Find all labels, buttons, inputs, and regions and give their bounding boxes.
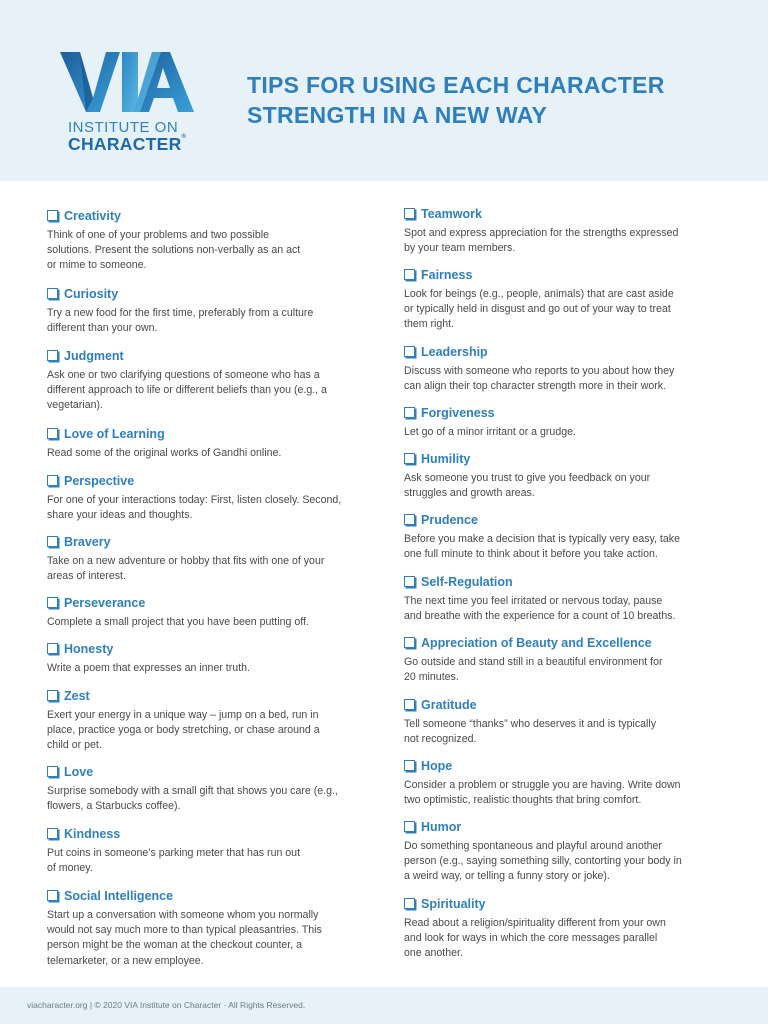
- tip-description: Let go of a minor irritant or a grudge.: [404, 426, 576, 438]
- checkbox-icon: [47, 766, 58, 777]
- registered-mark: ®: [181, 134, 187, 140]
- checkbox-icon: [47, 428, 58, 439]
- tip-title-text: Appreciation of Beauty and Excellence: [421, 636, 652, 650]
- tip-title-text: Curiosity: [64, 287, 119, 301]
- tip-title-text: Humility: [421, 452, 471, 466]
- tip-title: [404, 451, 724, 467]
- checkbox-icon: [404, 760, 415, 771]
- checkbox-icon: [404, 208, 415, 219]
- tip-love: [47, 764, 372, 814]
- tip-title: [47, 426, 372, 442]
- checkbox-icon: [47, 288, 58, 299]
- checkbox-icon: [404, 637, 415, 648]
- tip-description: The next time you feel irritated or nervous today, pause and breathe with the experience for a count of 10 breaths.: [404, 595, 676, 623]
- tip-title: [404, 405, 724, 421]
- checkbox-icon: [404, 346, 415, 357]
- tip-title: [404, 758, 724, 774]
- tip-title: [47, 888, 372, 904]
- tip-description: Read about a religion/spirituality different from your own and look for ways in which the core messages parallel one another.: [404, 917, 666, 960]
- via-logo-mark: [60, 50, 200, 118]
- tip-title: [404, 344, 724, 360]
- tip-honesty: [47, 641, 372, 676]
- tip-title-text: Fairness: [421, 268, 473, 282]
- tip-title: [404, 819, 724, 835]
- tip-hope: [404, 758, 724, 808]
- tip-title: [404, 267, 724, 283]
- tip-title-text: Love of Learning: [64, 427, 165, 441]
- tip-description: Go outside and stand still in a beautiful environment for 20 minutes.: [404, 656, 663, 684]
- checkbox-icon: [47, 475, 58, 486]
- tip-description: Complete a small project that you have been putting off.: [47, 616, 309, 628]
- tip-title-text: Judgment: [64, 349, 124, 363]
- tip-description: Spot and express appreciation for the strengths expressed by your team members.: [404, 227, 679, 255]
- tip-title-text: Social Intelligence: [64, 889, 174, 903]
- tip-title-text: Gratitude: [421, 698, 477, 712]
- tip-title: [47, 595, 372, 611]
- tip-title-text: Creativity: [64, 209, 121, 223]
- tip-title: [47, 826, 372, 842]
- tip-title: [404, 697, 724, 713]
- tip-fairness: [404, 267, 724, 333]
- checkbox-icon: [47, 890, 58, 901]
- tip-description: Tell someone “thanks” who deserves it and is typically not recognized.: [404, 718, 657, 746]
- tip-title: [404, 574, 724, 590]
- checkbox-icon: [47, 350, 58, 361]
- tip-title-text: Forgiveness: [421, 406, 495, 420]
- tip-title: [47, 764, 372, 780]
- tip-description: Write a poem that expresses an inner truth.: [47, 662, 250, 674]
- tip-title: [47, 688, 372, 704]
- tip-title-text: Zest: [64, 689, 90, 703]
- tip-title: [404, 512, 724, 528]
- checkbox-icon: [404, 699, 415, 710]
- tip-description: Do something spontaneous and playful around another person (e.g., saying something silly, contorting your body in a weird way, or telling a funny story or joke).: [404, 840, 682, 883]
- tip-perseverance: [47, 595, 372, 630]
- tip-title-text: Bravery: [64, 535, 111, 549]
- tip-description: For one of your interactions today: First, listen closely. Second, share your ideas and thoughts.: [47, 494, 342, 522]
- tip-title: [404, 635, 724, 651]
- tip-gratitude: [404, 697, 724, 747]
- footer-band: [0, 987, 768, 1024]
- checkbox-icon: [47, 643, 58, 654]
- tip-description: Ask one or two clarifying questions of someone who has a different approach to life or different beliefs than you (e.g., a vegetarian).: [47, 369, 327, 412]
- checkbox-icon: [47, 536, 58, 547]
- tip-curiosity: [47, 286, 372, 336]
- logo-text-institute: INSTITUTE ON: [68, 119, 179, 136]
- checkbox-icon: [404, 514, 415, 525]
- tip-title-text: Love: [64, 765, 94, 779]
- tip-humility: [404, 451, 724, 501]
- tip-appreciation-of-beauty: [404, 635, 724, 685]
- checkbox-icon: [47, 828, 58, 839]
- tip-judgment: [47, 348, 372, 414]
- tip-title: [47, 208, 372, 224]
- checkbox-icon: [47, 597, 58, 608]
- checkbox-icon: [47, 690, 58, 701]
- tip-description: Try a new food for the first time, preferably from a culture different than your own.: [47, 307, 314, 335]
- header-band: [0, 0, 768, 181]
- tip-title-text: Perseverance: [64, 596, 146, 610]
- tip-description: Surprise somebody with a small gift that shows you care (e.g., flowers, a Starbucks coffee).: [47, 785, 338, 813]
- page-title: TIPS FOR USING EACH CHARACTER STRENGTH IN A NEW WAY: [247, 72, 665, 128]
- logo-text-character-word: CHARACTER: [68, 134, 182, 154]
- tip-description: Exert your energy in a unique way – jump on a bed, run in place, practice yoga or body stretching, or chase around a child or pet.: [47, 709, 320, 752]
- tip-forgiveness: [404, 405, 724, 440]
- tip-description: Start up a conversation with someone whom you normally would not say much more to than typical pleasantries. This person might be the woman at the checkout counter, a telemarketer, or a new employee.: [47, 909, 322, 967]
- tip-humor: [404, 819, 724, 885]
- tip-title-text: Self-Regulation: [421, 575, 513, 589]
- tip-kindness: [47, 826, 372, 876]
- tip-self-regulation: [404, 574, 724, 624]
- tip-title: [404, 896, 724, 912]
- checkbox-icon: [404, 453, 415, 464]
- tip-description: Take on a new adventure or hobby that fits with one of your areas of interest.: [47, 555, 325, 583]
- tip-title-text: Leadership: [421, 345, 488, 359]
- tip-teamwork: [404, 206, 724, 256]
- logo-text-character: [68, 134, 186, 155]
- tip-title: [47, 534, 372, 550]
- checkbox-icon: [404, 407, 415, 418]
- tip-description: Discuss with someone who reports to you about how they can align their top character strength more in their work.: [404, 365, 675, 393]
- tip-zest: [47, 688, 372, 754]
- tip-perspective: [47, 473, 372, 523]
- tip-title-text: Humor: [421, 820, 462, 834]
- checkbox-icon: [404, 269, 415, 280]
- via-logo: [60, 50, 200, 154]
- tip-title-text: Honesty: [64, 642, 114, 656]
- tip-creativity: [47, 208, 372, 274]
- tip-description: Consider a problem or struggle you are having. Write down two optimistic, realistic thoughts that bring comfort.: [404, 779, 681, 807]
- tip-bravery: [47, 534, 372, 584]
- tip-title-text: Prudence: [421, 513, 478, 527]
- tip-description: Before you make a decision that is typically very easy, take one full minute to think about it before you take action.: [404, 533, 680, 561]
- tip-title: [47, 641, 372, 657]
- tip-description: Look for beings (e.g., people, animals) that are cast aside or typically held in disgust and go out of your way to treat them right.: [404, 288, 674, 331]
- checkbox-icon: [404, 576, 415, 587]
- tip-description: Ask someone you trust to give you feedback on your struggles and growth areas.: [404, 472, 651, 500]
- tip-title: [404, 206, 724, 222]
- tip-title-text: Perspective: [64, 474, 135, 488]
- tip-description: Think of one of your problems and two possible solutions. Present the solutions non-verbally as an act or mime to someone.: [47, 229, 301, 272]
- tip-spirituality: [404, 896, 724, 962]
- tip-love-of-learning: [47, 426, 372, 461]
- tip-title-text: Spirituality: [421, 897, 486, 911]
- tip-title: [47, 348, 372, 364]
- tip-title-text: Kindness: [64, 827, 121, 841]
- footer-copyright: viacharacter.org | © 2020 VIA Institute on Character · All Rights Reserved.: [27, 1000, 306, 1010]
- tip-leadership: [404, 344, 724, 394]
- tip-title: [47, 286, 372, 302]
- tip-description: Read some of the original works of Gandhi online.: [47, 447, 282, 459]
- tip-prudence: [404, 512, 724, 562]
- tip-description: Put coins in someone’s parking meter that has run out of money.: [47, 847, 301, 875]
- tip-title: [47, 473, 372, 489]
- checkbox-icon: [404, 821, 415, 832]
- tip-social-intelligence: [47, 888, 372, 969]
- tip-title-text: Hope: [421, 759, 453, 773]
- checkbox-icon: [47, 210, 58, 221]
- tip-title-text: Teamwork: [421, 207, 482, 221]
- checkbox-icon: [404, 898, 415, 909]
